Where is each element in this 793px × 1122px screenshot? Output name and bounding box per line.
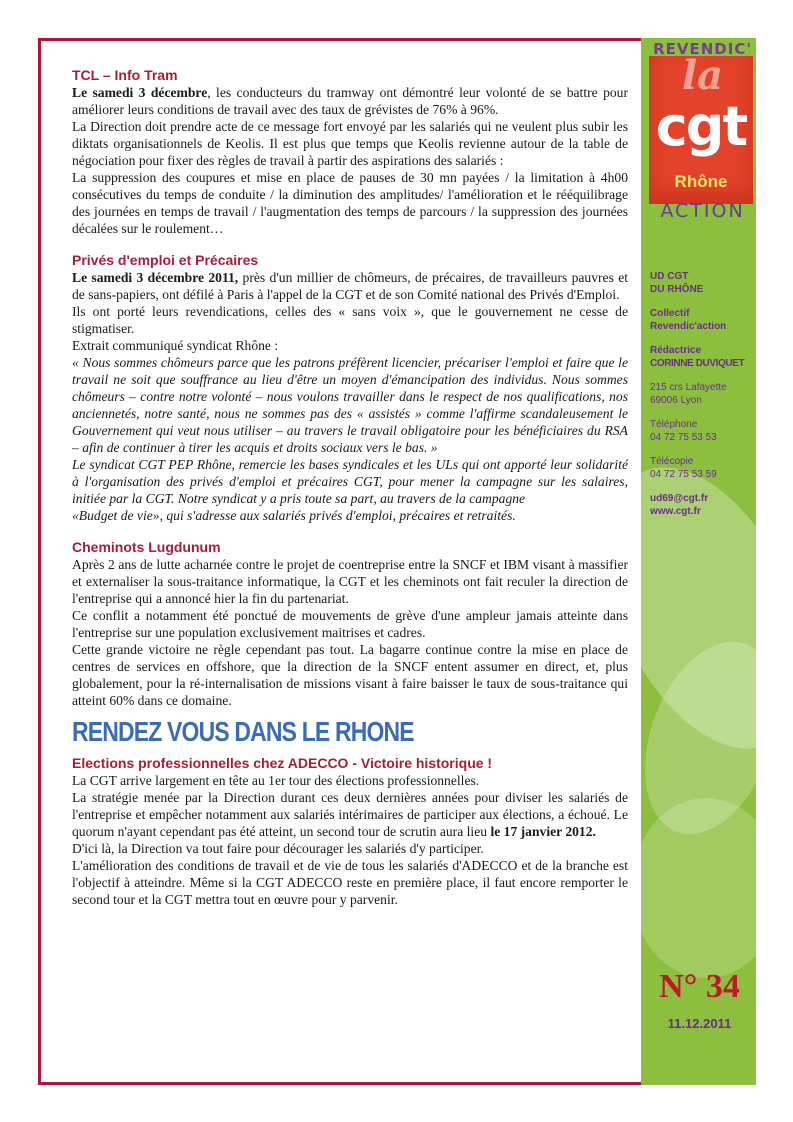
- article-paragraph: La stratégie menée par la Direction durant ces deux dernières années pour diviser les salariés de l'entreprise et empêcher notamment aux salariés intérimaires de participer aux élections, a échoué. Le quorum n'ayant cependant pas été atteint, un second tour de scrutin aura lieu le 17 janvier 2012.: [72, 790, 628, 839]
- article-prives-emploi: [72, 251, 628, 524]
- article-paragraph: L'amélioration des conditions de travail et de vie de tous les salariés d'ADECCO et de la branche est l'objectif à atteindre. Même si la CGT ADECCO reste en première place, il faut encore remporter le second tour et la CGT mettra tout en œuvre pour y parvenir.: [72, 858, 628, 907]
- article-quote: « Nous sommes chômeurs parce que les patrons préfèrent licencier, précariser l'emploi et faire que le travail ne soit que souffrance au lieu d'être un moyen d'émancipation des individus. Nous sommes chômeurs – contre notre volonté – nous voulons travailler dans le respect de nos qualifications, nos anciennetés, notre santé, nous ne sommes pas des « assistés » comme l'affirme scandaleusement le Gouvernement qui veut nous utiliser – au travers le travail obligatoire pour les bénéficiaires du RSA – afin de continuer à tirer les acquis et droits sociaux vers le bas. »: [72, 355, 628, 455]
- contact-info: [650, 270, 754, 529]
- article-paragraph: Cette grande victoire ne règle cependant pas tout. La bagarre continue contre la mise en place de centres de services en offshore, que la direction de la SNCF entent assumer en direct, et, plus globalement, pour la ré-internalisation de missions visant à faire baisser le taux de sous-traitance qui atteint 60% dans ce domaine.: [72, 642, 628, 708]
- logo-revendic-text: REVENDIC': [653, 40, 752, 58]
- section-heading: RENDEZ VOUS DANS LE RHONE: [72, 716, 414, 747]
- article-paragraph: D'ici là, la Direction va tout faire pour décourager les salariés d'y participer.: [72, 841, 484, 856]
- article-paragraph: Extrait communiqué syndicat Rhône :: [72, 338, 279, 353]
- article-paragraph: La Direction doit prendre acte de ce message fort envoyé par les salariés qui ne veulent plus subir les diktats organisationnels de Keolis. Il est plus que temps que Keolis revienne autour de la table de négociation pour fixer des règles de travail à partir des aspirations des salariés :: [72, 119, 628, 168]
- logo-region-text: Rhône: [674, 172, 728, 191]
- article-cheminots: [72, 538, 628, 709]
- logo-action-text: ACTION: [660, 200, 745, 222]
- redactrice-name: CORINNE DUVIQUET: [650, 358, 745, 369]
- org-name: UD CGT: [650, 271, 689, 282]
- article-paragraph: Le syndicat CGT PEP Rhône, remercie les bases syndicales et les ULs qui ont apporté leur solidarité à l'organisation des privés d'emploi et précaires CGT, pour mener la campagne sur les salaires, initiée par la CGT. Notre syndicat y a pris toute sa part, au travers de la campagne: [72, 457, 628, 506]
- frame-bottom-border: [38, 1082, 641, 1085]
- address-line-1: 215 crs Lafayette: [650, 382, 727, 393]
- article-title: Cheminots Lugdunum: [72, 539, 221, 555]
- website-link[interactable]: www.cgt.fr: [650, 506, 701, 517]
- article-adecco: [72, 754, 628, 908]
- article-paragraph: Ce conflit a notamment été ponctué de mouvements de grève d'une ampleur jamais atteinte dans l'entreprise sur une population exclusivement maitrises et cadres.: [72, 608, 628, 640]
- decorative-shape: [641, 798, 756, 978]
- article-title: Privés d'emploi et Précaires: [72, 252, 259, 268]
- collectif-label: Collectif: [650, 308, 690, 319]
- article-paragraph: Après 2 ans de lutte acharnée contre le projet de coentreprise entre la SNCF et IBM visant à massifier et externaliser la sous-traitance informatique, la CGT et les cheminots ont fait reculer la direction de l'entreprise qui a annoncé hier la fin du partenariat.: [72, 557, 628, 606]
- frame-left-border: [38, 38, 41, 1085]
- article-paragraph: Le samedi 3 décembre 2011, près d'un millier de chômeurs, de précaires, de travailleurs pauvres et de sans-papiers, ont défilé à Paris à l'appel de la CGT et de son Comité national des Privés d'Emploi.: [72, 270, 629, 302]
- redactrice-label: Rédactrice: [650, 345, 702, 356]
- main-content: [72, 66, 628, 922]
- email-link[interactable]: ud69@cgt.fr: [650, 493, 709, 504]
- phone-label: Téléphone: [650, 419, 698, 430]
- frame-top-border: [38, 38, 641, 41]
- collectif-name: Revendic'action: [650, 321, 727, 332]
- article-title: Elections professionnelles chez ADECCO - Victoire historique !: [72, 755, 493, 771]
- article-paragraph: La suppression des coupures et mise en place de pauses de 30 mn payées / la limitation à 4h00 consécutives du temps de conduite / la diminution des amplitudes/ l'amélioration et le rééquilibrage des journées en temps de travail / l'augmentation des temps de parcours / la suppression des journées décalées sur le roulement…: [72, 170, 628, 236]
- logo-cgt-text: cgt: [655, 95, 747, 158]
- article-paragraph: «Budget de vie», qui s'adresse aux salariés privés d'emploi, précaires et retraités.: [72, 508, 516, 523]
- phone-number: 04 72 75 53 53: [650, 432, 717, 443]
- article-paragraph: La CGT arrive largement en tête au 1er tour des élections professionnelles.: [72, 773, 480, 788]
- issue-date: 11.12.2011: [667, 1016, 732, 1031]
- issue-number: N° 34: [659, 968, 740, 1005]
- article-tcl: [72, 66, 628, 237]
- article-title: TCL – Info Tram: [72, 67, 178, 83]
- org-name-2: DU RHÔNE: [650, 284, 704, 295]
- fax-number: 04 72 75 53 59: [650, 469, 717, 480]
- article-paragraph: Ils ont porté leurs revendications, celles des « sans voix », que le gouvernement ne cesse de stigmatiser.: [72, 304, 628, 336]
- address-line-2: 69006 Lyon: [650, 395, 702, 406]
- article-paragraph: Le samedi 3 décembre, les conducteurs du tramway ont démontré leur volonté de se battre pour améliorer leurs conditions de travail avec des taux de grévistes de 76% à 96%.: [72, 85, 628, 117]
- fax-label: Télécopie: [650, 456, 694, 467]
- logo-la-text: la: [681, 52, 724, 99]
